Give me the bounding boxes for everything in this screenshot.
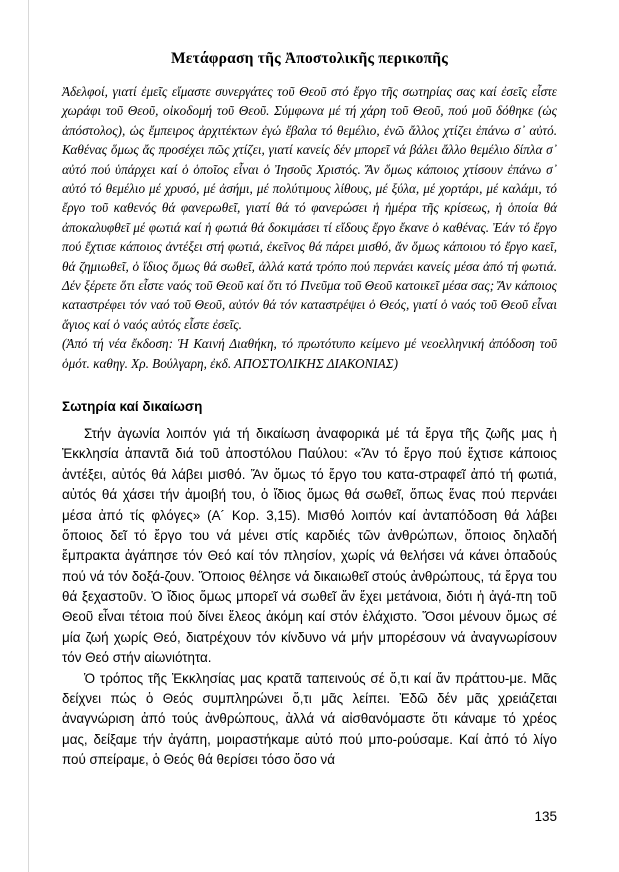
body-paragraph-1: Στήν ἀγωνία λοιπόν γιά τή δικαίωση ἀναφορικά μέ τά ἔργα τῆς ζωῆς μας ἡ Ἐκκλησία ἀπαντᾶ διά τοῦ ἀποστόλου Παύλου: «Ἄν τό ἔργο πού ἔχτισε κάποιος ἀντέξει, αὐτός θά λάβει μισθό. Ἄν ὅμως τό ἔργο του κατα-στραφεῖ ἀπό τή φωτιά, αὐτός θά χάσει τήν ἀμοιβή του, ὁ ἴδιος ὅμως θά σωθεῖ, ὅπως ἕνας πού περνάει μέσα ἀπό τίς φλόγες» (Α´ Κορ. 3,15). Μισθό λοιπόν καί ἀνταπόδοση θά λάβει ὅποιος δεῖ τό ἔργο του νά μένει στίς καρδιές τῶν ἀνθρώπων, ὅποιος δηλαδή ἔμπρακτα ἀγάπησε τόν Θεό καί τόν πλησίον, χωρίς νά θελήσει νά κάνει ὀπαδούς πού νά τόν δοξά-ζουν. Ὅποιος θέλησε νά δικαιωθεῖ στούς ἀνθρώπους, τά ἔργα του θά ξεχαστοῦν. Ὁ ἴδιος ὅμως μπορεῖ νά σωθεῖ ἄν ἔχει μετάνοια, διότι ἡ ἀγά-πη τοῦ Θεοῦ εἶναι τέτοια πού δίνει ἔλεος ἀκόμη καί στόν ἐλάχιστο. Ὅσοι μένουν ὅμως σέ μία ζωή χωρίς Θεό, διατρέχουν τόν κίνδυνο νά μήν μπορέσουν νά ἀναγνωρίσουν τόν Θεό στήν αἰωνιότητα.	[62, 426, 557, 666]
body-text-block	[62, 424, 557, 770]
page-edge-line	[28, 0, 29, 872]
page-title: Μετάφραση τῆς Ἀποστολικῆς περικοπῆς	[170, 50, 449, 67]
section-heading: Σωτηρία καί δικαίωση	[62, 399, 203, 415]
scripture-translation-block	[62, 82, 557, 373]
page-number: 135	[534, 809, 557, 824]
scripture-paragraph: Ἀδελφοί, γιατί ἐμεῖς εἴμαστε συνεργάτες τοῦ Θεοῦ στό ἔργο τῆς σωτηρίας σας καί ἐσεῖς εἶστε χωράφι τοῦ Θεοῦ, οἰκοδομή τοῦ Θεοῦ. Σύμφωνα μέ τή χάρη τοῦ Θεοῦ, πού μοῦ δόθηκε (ὡς ἀπόστολος), ὡς ἔμπειρος ἀρχιτέκτων ἐγώ ἔβαλα τό θεμέλιο, ἐνῶ ἄλλος χτίζει ἐπάνω σ᾽ αὐτό. Καθένας ὅμως ἄς προσέχει πῶς χτίζει, γιατί κανείς δέν μπορεῖ νά βάλει ἄλλο θεμέλιο δίπλα σ᾽ αὐτό πού ὑπάρχει καί ὁ ὁποῖος εἶναι ὁ Ἰησοῦς Χριστός. Ἄν ὅμως κάποιος χτίσουν ἐπάνω σ᾽ αὐτό τό θεμέλιο μέ χρυσό, μέ ἀσήμι, μέ πολύτιμους λίθους, μέ ξύλα, μέ χορτάρι, μέ καλάμι, τό ἔργο τοῦ καθενός θά φανερωθεῖ, γιατί θά τό φανερώσει ἡ ἡμέρα τῆς κρίσεως, ἡ ὁποία θά ἀποκαλυφθεῖ μέ φωτιά καί ἡ φωτιά θά δοκιμάσει τί εἴδους ἔργο ἔκανε ὁ καθένας. Ἐάν τό ἔργο πού ἔχτισε κάποιος ἀντέξει στή φωτιά, ἐκεῖνος θά πάρει μισθό, ἄν ὅμως κάποιου τό ἔργο καεῖ, θά ζημιωθεῖ, ὁ ἴδιος ὅμως θά σωθεῖ, ἀλλά κατά τρόπο πού περνάει κανείς μέσα ἀπό τή φωτιά. Δέν ξέρετε ὅτι εἶστε ναός τοῦ Θεοῦ καί ὅτι τό Πνεῦμα τοῦ Θεοῦ κατοικεῖ μέσα σας; Ἄν κάποιος καταστρέφει τόν ναό τοῦ Θεοῦ, αὐτόν θά τόν καταστρέψει ὁ Θεός, γιατί ὁ ναός τοῦ Θεοῦ εἶναι ἅγιος καί ὁ ναός αὐτός εἶστε ἐσεῖς.	[62, 84, 557, 332]
source-attribution: (Ἀπό τή νέα ἔκδοση: Ἡ Καινή Διαθήκη, τό πρωτότυπο κείμενο μέ νεοελληνική ἀπόδοση τοῦ ὁμότ. καθηγ. Χρ. Βούλγαρη, ἐκδ. ΑΠΟΣΤΟΛΙΚΗΣ ΔΙΑΚΟΝΙΑΣ)	[62, 336, 557, 371]
body-paragraph-2: Ὁ τρόπος τῆς Ἐκκλησίας μας κρατᾶ ταπεινούς σέ ὅ,τι καί ἄν πράττου-με. Μᾶς δείχνει πώς ὁ Θεός συμπληρώνει ὅ,τι μᾶς λείπει. Ἐδῶ δέν μᾶς χρειάζεται ἀναγνώριση ἀπό τούς ἀνθρώπους, ἀλλά νά αἰσθανόμαστε ὅτι κάναμε τό χρέος μας, δείξαμε τήν ἀγάπη, μοιραστήκαμε αὐτό πού μπο-ρούσαμε. Καί ἀπό τό λίγο πού σπείραμε, ὁ Θεός θά θερίσει τόσο ὅσο νά	[62, 670, 557, 768]
